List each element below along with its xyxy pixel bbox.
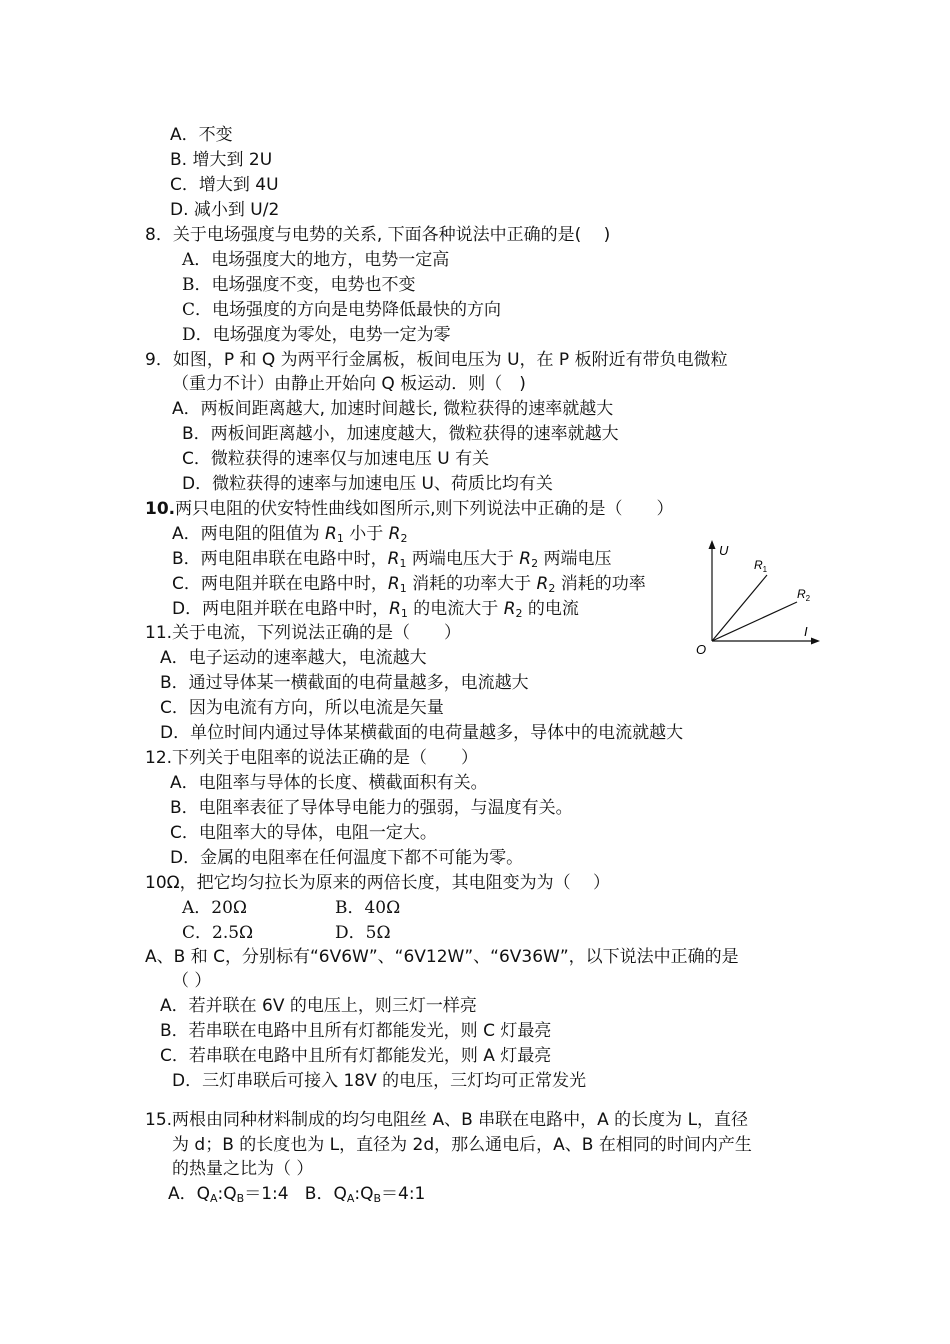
q10-number: 10. (145, 499, 176, 519)
q14-option-a: A．若并联在 6V 的电压上，则三灯一样亮 (160, 996, 477, 1016)
q12-option-b: B．电阻率表征了导体导电能力的强弱，与温度有关。 (170, 798, 573, 818)
q15-options (168, 1183, 425, 1210)
u-axis-label: U (719, 543, 729, 558)
q10-stem: 10.两只电阻的伏安特性曲线如图所示,则下列说法中正确的是（ ） (145, 499, 674, 519)
q11-option-d: D．单位时间内通过导体某横截面的电荷量越多，导体中的电流就越大 (160, 723, 684, 743)
q12-stem: 12.下列关于电阻率的说法正确的是（ ） (145, 748, 479, 768)
q7-option-c: C．增大到 4U (170, 175, 279, 195)
q12-option-a: A．电阻率与导体的长度、横截面积有关。 (170, 773, 488, 793)
q13-option-b: B．40Ω (335, 898, 401, 918)
q12-option-c: C．电阻率大的导体，电阻一定大。 (170, 823, 437, 843)
q11-option-b: B．通过导体某一横截面的电荷量越多，电流越大 (160, 673, 529, 693)
q8-option-b: B．电场强度不变，电势也不变 (182, 275, 416, 295)
q8-option-a: A．电场强度大的地方，电势一定高 (182, 250, 450, 270)
q9-option-c: C．微粒获得的速率仅与加速电压 U 有关 (182, 449, 490, 469)
q8-stem: 8．关于电场强度与电势的关系, 下面各种说法中正确的是( ) (145, 225, 611, 245)
q7-option-b: B. 增大到 2U (170, 150, 273, 170)
q9-stem-line2: （重力不计）由静止开始向 Q 板运动．则（ ) (172, 374, 526, 394)
q10-option-c: C．两电阻并联在电路中时，$R_1$ 消耗的功率大于 $R_2$ 消耗的功率 (172, 574, 646, 595)
q15-option-a: A．$Q_A:Q_B=1:4$ (168, 1184, 289, 1205)
r2-line (712, 602, 797, 641)
q15-stem-line3: 的热量之比为（ ） (172, 1159, 314, 1179)
q15-option-b: B．$Q_A:Q_B=4:1$ (304, 1184, 426, 1205)
q9-option-b: B．两板间距离越小，加速度越大，微粒获得的速率就越大 (182, 424, 619, 444)
q7-option-d: D. 减小到 U/2 (170, 200, 280, 220)
q9-option-d: D．微粒获得的速率与加速电压 U、荷质比均有关 (182, 474, 553, 494)
q11-stem: 11.关于电流，下列说法正确的是（ ） (145, 623, 462, 643)
q8-option-d: D．电场强度为零处，电势一定为零 (182, 325, 451, 345)
q11-option-c: C．因为电流有方向，所以电流是矢量 (160, 698, 444, 718)
q14-stem-line2: （ ） (172, 971, 212, 991)
q14-option-c: C．若串联在电路中且所有灯都能发光，则 A 灯最亮 (160, 1046, 552, 1066)
q13-option-d: D．5Ω (335, 923, 391, 943)
q13-option-a: A．20Ω (182, 898, 248, 918)
r1-line (712, 575, 767, 641)
q13-stem: 10Ω，把它均匀拉长为原来的两倍长度，其电阻变为为（ ） (145, 873, 611, 893)
ui-characteristic-graph (690, 535, 825, 660)
q15-stem-line1: 15.两根由同种材料制成的均匀电阻丝 A、B 串联在电路中，A 的长度为 L，直径 (145, 1110, 749, 1130)
q13-option-c: C．2.5Ω (182, 923, 254, 943)
r2-label: $R_2$ (797, 587, 811, 603)
q9-stem-line1: 9．如图，P 和 Q 为两平行金属板，板间电压为 U，在 P 板附近有带负电微粒 (145, 350, 728, 370)
q9-option-a: A．两板间距离越大, 加速时间越长, 微粒获得的速率就越大 (172, 399, 614, 419)
origin-label: O (696, 642, 707, 657)
r1-label: $R_1$ (754, 558, 768, 574)
q7-option-a: A．不变 (170, 125, 233, 145)
q11-option-a: A．电子运动的速率越大，电流越大 (160, 648, 427, 668)
i-axis-label: I (804, 624, 808, 639)
q14-stem-line1: A、B 和 C，分别标有“6V6W”、“6V12W”、“6V36W”，以下说法中正确的是 (145, 947, 739, 967)
q15-stem-line2: 为 d；B 的长度也为 L，直径为 2d，那么通电后，A、B 在相同的时间内产生 (172, 1135, 752, 1155)
q10-option-b: B．两电阻串联在电路中时，$R_1$ 两端电压大于 $R_2$ 两端电压 (172, 549, 612, 570)
q10-option-a: A．两电阻的阻值为 $R_1$ 小于 $R_2$ (172, 524, 408, 545)
u-axis-arrow (709, 540, 716, 549)
i-axis-arrow (811, 638, 820, 645)
q8-option-c: C．电场强度的方向是电势降低最快的方向 (182, 300, 502, 320)
q12-option-d: D．金属的电阻率在任何温度下都不可能为零。 (170, 848, 524, 868)
q14-option-b: B．若串联在电路中且所有灯都能发光，则 C 灯最亮 (160, 1021, 552, 1041)
q14-option-d: D．三灯串联后可接入 18V 的电压，三灯均可正常发光 (172, 1071, 587, 1091)
q10-option-d: D．两电阻并联在电路中时，$R_1$ 的电流大于 $R_2$ 的电流 (172, 599, 579, 620)
